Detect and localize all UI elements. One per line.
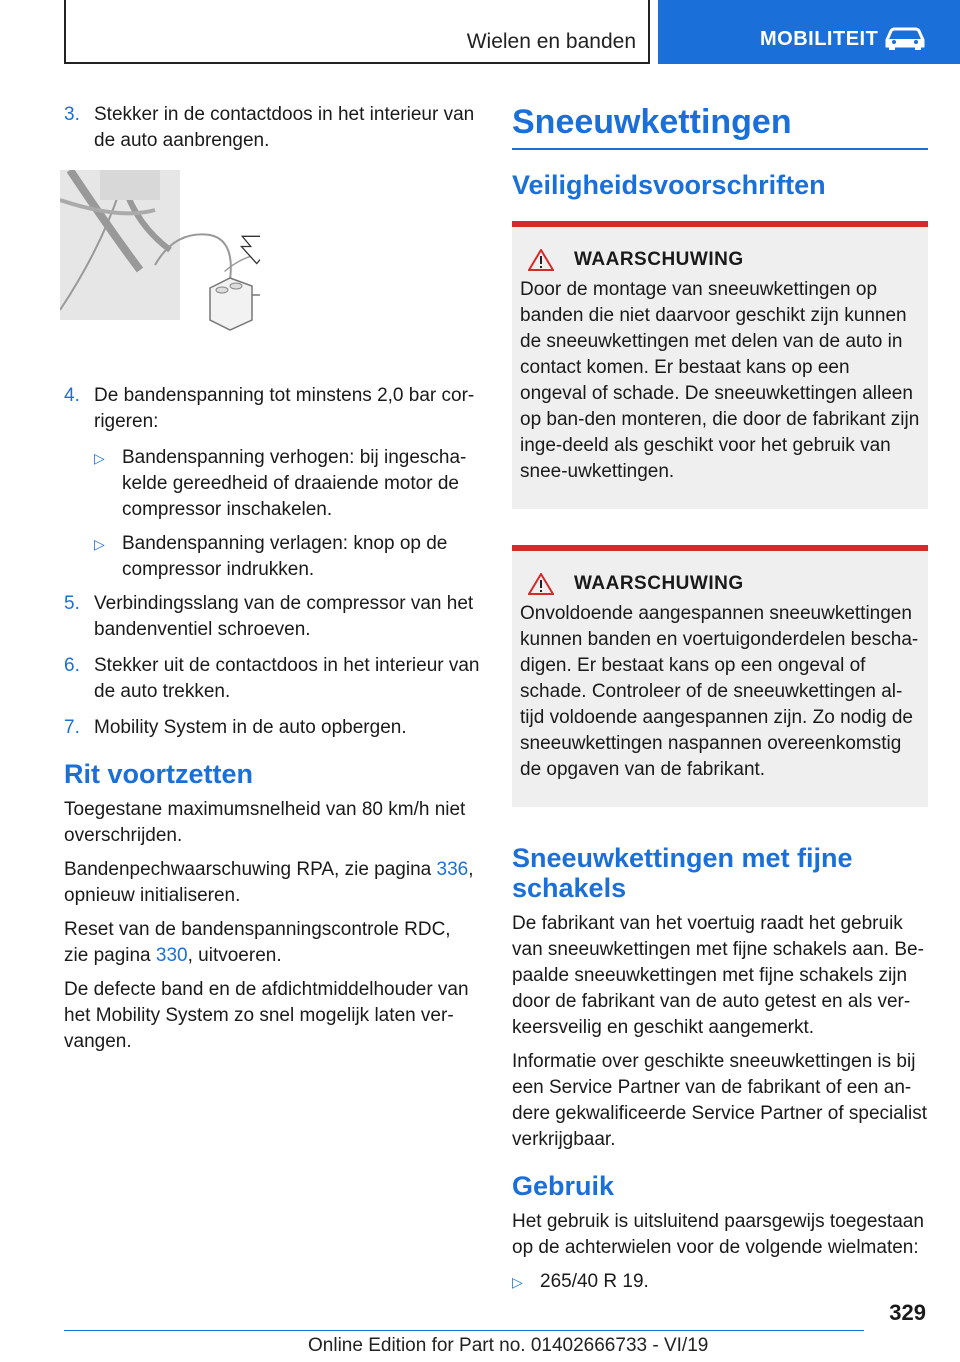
page-number: 329 [889, 1300, 926, 1325]
warning-header [520, 573, 920, 595]
header-chapter-title: MOBILITEIT [760, 28, 879, 50]
bullet-triangle-icon: ▷ [94, 450, 105, 466]
section-title: Veiligheidsvoorschriften [512, 170, 826, 200]
footer-edition: Online Edition for Part no. 01402666733 - VI/19 [308, 1335, 709, 1356]
heading-continue-driving: Rit voortzetten [64, 759, 253, 789]
page-link[interactable]: 330 [155, 945, 188, 966]
heading-usage: Gebruik [512, 1171, 615, 1201]
warning-triangle-icon [528, 573, 554, 595]
paragraph: Informatie over geschikte sneeuwkettingen is bij een Service Partner van de fabrikant of een an-dere gekwalificeerde Service Partner of specialist verkrijgbaar. [512, 1051, 928, 1150]
step-number: 5. [64, 593, 80, 614]
right-column [512, 102, 928, 1303]
car-icon [884, 26, 926, 50]
heading-fine-chains: Sneeuwkettingen met fijne schakels [512, 843, 853, 903]
warning-text: Door de montage van sneeuwkettingen op banden die niet daarvoor geschikt zijn kunnen de sneeuwkettingen met delen van de auto in contact komen. Er bestaat kans op een ongeval of schade. De sneeuwkettingen alleen op ban-den monteren, die door de fabrikant zijn inge-deeld als geschikt voor het gebruik van snee-uwkettingen. [520, 279, 920, 482]
step-number: 3. [64, 104, 80, 125]
sub-item-text: Bandenspanning verhogen: bij ingescha-kelde gereedheid of draaiende motor de compressor inschakelen. [122, 447, 467, 520]
page-title: Sneeuwkettingen [512, 103, 792, 141]
warning-triangle-icon [528, 249, 554, 271]
step-3 [64, 102, 480, 154]
step-text: Verbindingsslang van de compressor van het bandenventiel schroeven. [94, 593, 474, 640]
sub-item [64, 445, 480, 523]
paragraph: De defecte band en de afdichtmiddelhouder van het Mobility System zo snel mogelijk laten ver-vangen. [64, 979, 469, 1052]
header-chapter-tab[interactable] [658, 0, 960, 64]
warning-box [512, 545, 928, 807]
warning-header [520, 249, 920, 271]
paragraph [64, 917, 480, 969]
step-text: Stekker in de contactdoos in het interieur van de auto aanbrengen. [94, 104, 475, 151]
warning-text: Onvoldoende aangespannen sneeuwkettingen kunnen banden en voertuigonderdelen bescha-digen. Er bestaat kans op een ongeval of schade. Controleer of de sneeuwkettingen al-tijd voldoende aangespannen zijn. Zo nodig de sneeuwkettingen naspannen overeenkomstig de opgaven van de fabrikant. [520, 603, 919, 780]
warning-title: WAARSCHUWING [574, 573, 744, 594]
left-column [64, 102, 480, 1063]
step-number: 4. [64, 385, 80, 406]
header-section-box [64, 0, 650, 64]
step-number: 6. [64, 655, 80, 676]
header-section-title: Wielen en banden [466, 30, 636, 53]
warning-title: WAARSCHUWING [574, 249, 744, 270]
paragraph: Toegestane maximumsnelheid van 80 km/h niet overschrijden. [64, 799, 466, 846]
title-divider [512, 148, 928, 150]
paragraph-text: , uitvoeren. [187, 945, 282, 966]
paragraph: Het gebruik is uitsluitend paarsgewijs toegestaan op de achterwielen voor de volgende wielmaten: [512, 1211, 924, 1258]
warning-box [512, 221, 928, 509]
bullet-triangle-icon: ▷ [94, 536, 105, 552]
step-7 [64, 715, 480, 741]
step-4 [64, 383, 480, 435]
step-5 [64, 591, 480, 643]
sub-item-text: Bandenspanning verlagen: knop op de compressor indrukken. [122, 533, 448, 580]
step-text: De bandenspanning tot minstens 2,0 bar cor-rigeren: [94, 385, 475, 432]
paragraph [64, 857, 480, 909]
list-item [512, 1269, 928, 1295]
footer-divider [64, 1330, 864, 1331]
bullet-triangle-icon: ▷ [512, 1274, 523, 1290]
paragraph: De fabrikant van het voertuig raadt het gebruik van sneeuwkettingen met fijne schakels aan. Be-paalde sneeuwkettingen met fijne schakels zijn door de fabrikant van de auto getest en als ver-keersveilig en geschikt aangemerkt. [512, 913, 924, 1038]
page-link[interactable]: 336 [436, 859, 469, 880]
paragraph-text: , opnieuw initialiseren. [64, 859, 474, 906]
step-number: 7. [64, 717, 80, 738]
step-text: Stekker uit de contactdoos in het interieur van de auto trekken. [94, 655, 480, 702]
step-text: Mobility System in de auto opbergen. [94, 717, 407, 738]
list-item-text: 265/40 R 19. [540, 1271, 649, 1292]
paragraph-text: Bandenpechwaarschuwing RPA, zie pagina [64, 859, 437, 880]
step-6 [64, 653, 480, 705]
paragraph-text: Reset van de bandenspanningscontrole RDC, zie pagina [64, 919, 451, 966]
sub-item [64, 531, 480, 583]
compressor-illustration-icon [60, 170, 260, 340]
